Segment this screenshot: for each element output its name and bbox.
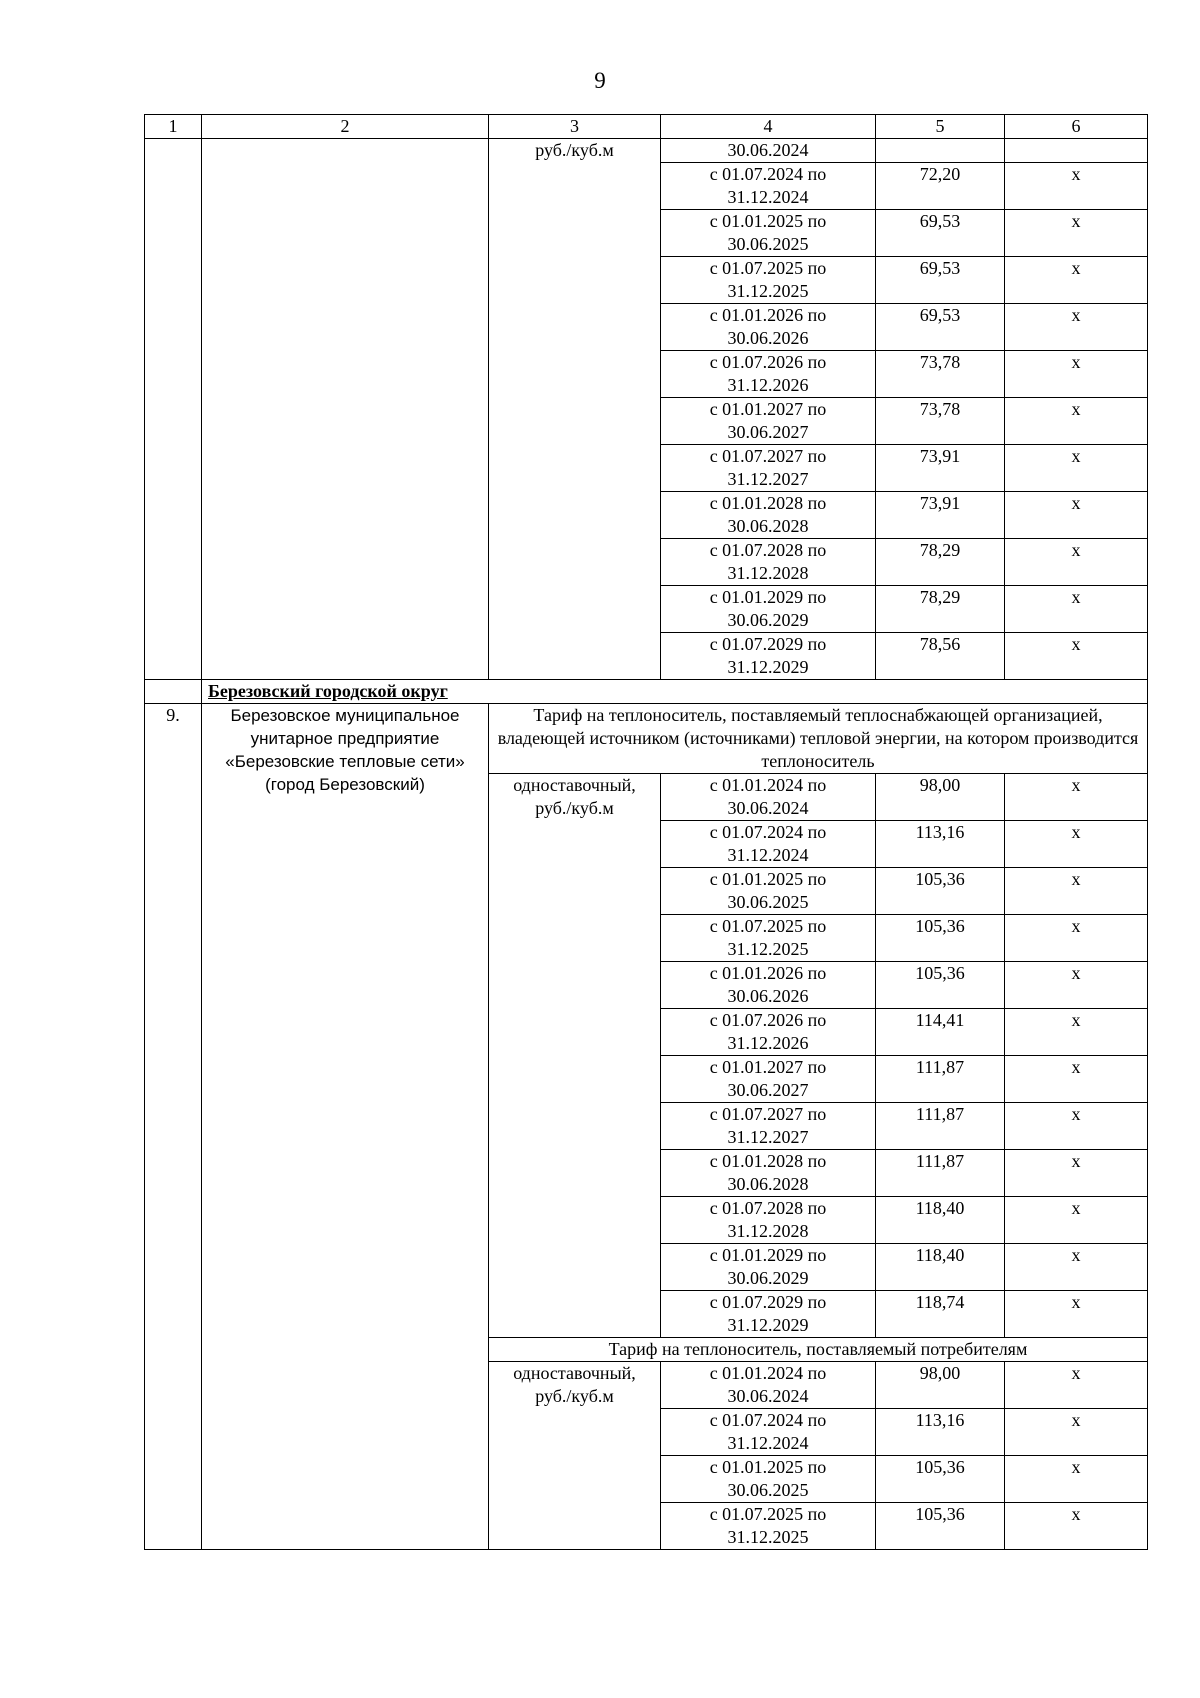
tariff-value-cell: 105,36 [876,962,1005,1009]
period-cell: с 01.07.2025 по 31.12.2025 [661,1503,876,1550]
tariff-value-cell: 113,16 [876,1409,1005,1456]
mark-cell: x [1005,1244,1148,1291]
mark-cell: x [1005,304,1148,351]
period-cell: с 01.07.2024 по 31.12.2024 [661,821,876,868]
period-cell: с 01.07.2026 по 31.12.2026 [661,351,876,398]
tariff-value-cell: 78,29 [876,539,1005,586]
tariff-value-cell: 69,53 [876,257,1005,304]
period-cell: с 01.07.2028 по 31.12.2028 [661,1197,876,1244]
mark-cell: x [1005,1362,1148,1409]
mark-cell: x [1005,163,1148,210]
mark-cell: x [1005,210,1148,257]
period-cell: с 01.07.2025 по 31.12.2025 [661,257,876,304]
period-cell: с 01.01.2029 по 30.06.2029 [661,586,876,633]
mark-cell: x [1005,1197,1148,1244]
tariff-value-cell: 105,36 [876,1503,1005,1550]
tariff-value-cell [876,139,1005,163]
header-cell: 6 [1005,115,1148,139]
header-cell: 3 [489,115,661,139]
period-cell: с 01.01.2025 по 30.06.2025 [661,210,876,257]
tariff-value-cell: 73,78 [876,351,1005,398]
period-cell: 30.06.2024 [661,139,876,163]
organization-cell [202,139,489,680]
period-cell: с 01.07.2027 по 31.12.2027 [661,1103,876,1150]
period-cell: с 01.01.2026 по 30.06.2026 [661,304,876,351]
mark-cell: x [1005,398,1148,445]
unit-cell: одноставочный, руб./куб.м [489,1362,661,1550]
mark-cell: x [1005,774,1148,821]
tariff-value-cell: 105,36 [876,915,1005,962]
period-cell: с 01.07.2028 по 31.12.2028 [661,539,876,586]
number-cell [145,680,202,704]
tariff-group-row [145,704,1148,774]
period-cell: с 01.01.2024 по 30.06.2024 [661,1362,876,1409]
mark-cell: x [1005,1009,1148,1056]
tariff-value-cell: 105,36 [876,868,1005,915]
period-cell: с 01.07.2029 по 31.12.2029 [661,1291,876,1338]
section-row [145,680,1148,704]
period-cell: с 01.01.2025 по 30.06.2025 [661,868,876,915]
period-cell: с 01.07.2024 по 31.12.2024 [661,1409,876,1456]
section-title: Березовский городской округ [202,680,1148,704]
mark-cell: x [1005,586,1148,633]
number-cell [145,139,202,680]
tariff-value-cell: 118,40 [876,1244,1005,1291]
period-cell: с 01.01.2024 по 30.06.2024 [661,774,876,821]
header-cell: 1 [145,115,202,139]
tariff-value-cell: 73,91 [876,492,1005,539]
tariff-value-cell: 78,29 [876,586,1005,633]
mark-cell: x [1005,1103,1148,1150]
tariff-value-cell: 72,20 [876,163,1005,210]
header-cell: 2 [202,115,489,139]
tariff-value-cell: 98,00 [876,774,1005,821]
period-cell: с 01.01.2029 по 30.06.2029 [661,1244,876,1291]
tariff-value-cell: 111,87 [876,1150,1005,1197]
mark-cell: x [1005,257,1148,304]
mark-cell: x [1005,868,1148,915]
period-cell: с 01.07.2024 по 31.12.2024 [661,163,876,210]
mark-cell: x [1005,1150,1148,1197]
period-cell: с 01.01.2025 по 30.06.2025 [661,1456,876,1503]
period-cell: с 01.01.2026 по 30.06.2026 [661,962,876,1009]
mark-cell: x [1005,1056,1148,1103]
tariff-value-cell: 78,56 [876,633,1005,680]
tariff-table [144,114,1148,1550]
entry-number: 9. [145,704,202,1550]
tariff-value-cell: 73,78 [876,398,1005,445]
mark-cell: x [1005,962,1148,1009]
tariff-value-cell: 98,00 [876,1362,1005,1409]
mark-cell: x [1005,915,1148,962]
mark-cell: x [1005,539,1148,586]
period-cell: с 01.07.2026 по 31.12.2026 [661,1009,876,1056]
tariff-value-cell: 69,53 [876,210,1005,257]
period-cell: с 01.01.2027 по 30.06.2027 [661,398,876,445]
tariff-table-body [145,115,1148,1550]
period-cell: с 01.07.2027 по 31.12.2027 [661,445,876,492]
tariff-group-title: Тариф на теплоноситель, поставляемый потребителям [489,1338,1148,1362]
unit-cell: одноставочный, руб./куб.м [489,774,661,1338]
unit-cell: руб./куб.м [489,139,661,680]
period-cell: с 01.07.2029 по 31.12.2029 [661,633,876,680]
table-row [145,139,1148,163]
tariff-value-cell: 113,16 [876,821,1005,868]
period-cell: с 01.01.2028 по 30.06.2028 [661,492,876,539]
mark-cell: x [1005,445,1148,492]
tariff-value-cell: 111,87 [876,1103,1005,1150]
tariff-value-cell: 73,91 [876,445,1005,492]
mark-cell: x [1005,821,1148,868]
organization-name: Березовское муниципальное унитарное предприятие «Березовские тепловые сети» (город Березовский) [202,704,489,1550]
tariff-value-cell: 114,41 [876,1009,1005,1056]
tariff-value-cell: 105,36 [876,1456,1005,1503]
mark-cell: x [1005,1503,1148,1550]
header-cell: 5 [876,115,1005,139]
mark-cell: x [1005,1291,1148,1338]
period-cell: с 01.01.2027 по 30.06.2027 [661,1056,876,1103]
tariff-value-cell: 118,40 [876,1197,1005,1244]
page-number: 9 [594,68,606,93]
mark-cell: x [1005,351,1148,398]
mark-cell: x [1005,492,1148,539]
tariff-value-cell: 118,74 [876,1291,1005,1338]
mark-cell: x [1005,633,1148,680]
mark-cell: x [1005,1456,1148,1503]
header-cell: 4 [661,115,876,139]
tariff-value-cell: 111,87 [876,1056,1005,1103]
tariff-value-cell: 69,53 [876,304,1005,351]
table-header-row [145,115,1148,139]
mark-cell [1005,139,1148,163]
mark-cell: x [1005,1409,1148,1456]
period-cell: с 01.07.2025 по 31.12.2025 [661,915,876,962]
period-cell: с 01.01.2028 по 30.06.2028 [661,1150,876,1197]
tariff-group-title: Тариф на теплоноситель, поставляемый теплоснабжающей организацией, владеющей источником (источниками) тепловой энергии, на котором производится теплоноситель [489,704,1148,774]
